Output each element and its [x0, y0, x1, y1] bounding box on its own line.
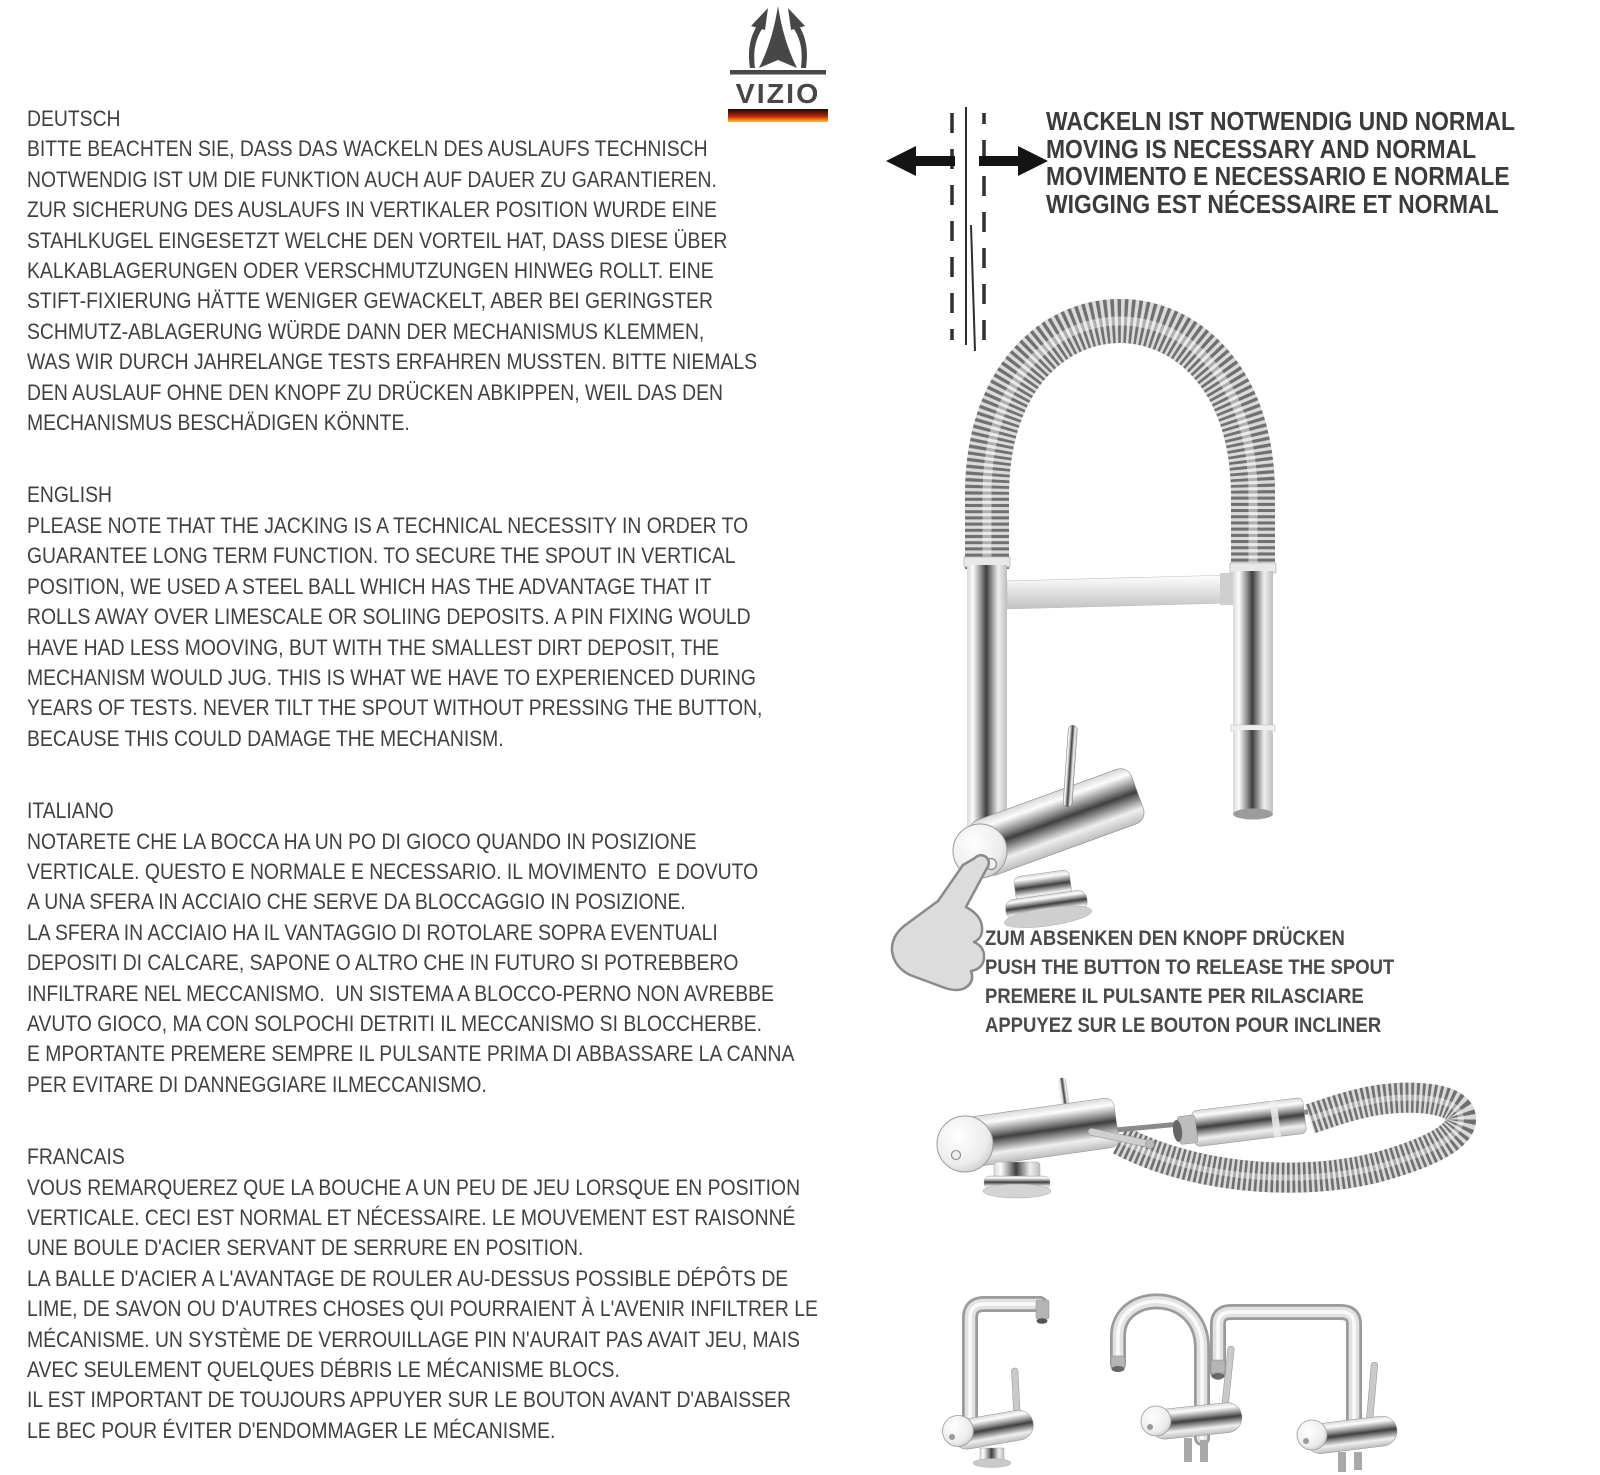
tilted-end-cap: [937, 1116, 993, 1172]
text-line: INFILTRARE NEL MECCANISMO. UN SISTEMA A BLOCCO-PERNO NON AVREBBE: [27, 980, 774, 1006]
text-line: STIFT-FIXIERUNG HÄTTE WENIGER GEWACKELT, ABER BEI GERINGSTER: [27, 288, 713, 314]
hand-press-icon: [892, 855, 989, 990]
text-line: YEARS OF TESTS. NEVER TILT THE SPOUT WITHOUT PRESSING THE BUTTON,: [27, 695, 763, 721]
text-line: MECHANISM WOULD JUG. THIS IS WHAT WE HAVE TO EXPERIENCED DURING: [27, 664, 756, 690]
text-line: NOTWENDIG IST UM DIE FUNKTION AUCH AUF DAUER ZU GARANTIEREN.: [27, 166, 717, 192]
text-line: LIME, DE SAVON OU D'AUTRES CHOSES QUI POURRAIENT À L'AVENIR INFILTRER LE: [27, 1296, 818, 1322]
wobble-note: [1046, 108, 1515, 218]
tilted-release-button: [952, 1151, 961, 1160]
spout-sleeve: [1171, 1097, 1307, 1149]
text-line: SCHMUTZ-ABLAGERUNG WÜRDE DANN DER MECHANISMUS KLEMMEN,: [27, 318, 705, 344]
text-line: VERTICALE. CECI EST NORMAL ET NÉCESSAIRE. LE MOUVEMENT EST RAISONNÉ: [27, 1205, 796, 1230]
text-line: DEN AUSLAUF OHNE DEN KNOPF ZU DRÜCKEN ABKIPPEN, WEIL DAS DEN: [27, 379, 724, 405]
text-line: PREMERE IL PULSANTE PER RILASCIARE: [985, 984, 1364, 1008]
spout-tube: [1230, 563, 1276, 820]
text-line: VERTICALE. QUESTO E NORMALE E NECESSARIO. IL MOVIMENTO E DOVUTO: [27, 858, 759, 884]
support-bar-joint: [1220, 573, 1234, 605]
text-line: MÉCANISME. UN SYSTÈME DE VERROUILLAGE PIN N'AURAIT PAS AVAIT JEU, MAIS: [27, 1326, 800, 1352]
text-line: WIGGING EST NÉCESSAIRE ET NORMAL: [1046, 188, 1499, 219]
push-button-note: [985, 924, 1394, 1040]
text-line: APPUYEZ SUR LE BOUTON POUR INCLINER: [985, 1013, 1382, 1037]
text-line: NOTARETE CHE LA BOCCA HA UN PO DI GIOCO QUANDO IN POSIZIONE: [27, 828, 697, 854]
logo-trident-icon: [728, 6, 828, 80]
variant-l-spout: [943, 1300, 1050, 1468]
variant-square-arch: [1211, 1312, 1399, 1472]
text-line: PER EVITARE DI DANNEGGIARE ILMECCANISMO.: [27, 1071, 487, 1097]
text-line: BITTE BEACHTEN SIE, DASS DAS WACKELN DES AUSLAUFS TECHNISCH: [27, 136, 708, 162]
section-italiano: [27, 796, 818, 1100]
section-heading: DEUTSCH: [27, 106, 121, 131]
spring-hose-arch: [987, 321, 1253, 571]
text-line: AVUTO GIOCO, MA CON SOLPOCHI DETRITI IL MECCANISMO SI BLOCCHERBE.: [27, 1010, 763, 1036]
text-line: MOVING IS NECESSARY AND NORMAL: [1046, 133, 1477, 164]
text-line: KALKABLAGERUNGEN ODER VERSCHMUTZUNGEN HINWEG ROLLT. EINE: [27, 258, 714, 284]
section-deutsch: [27, 104, 818, 438]
text-line: VOUS REMARQUEREZ QUE LA BOUCHE A UN PEU DE JEU LORSQUE EN POSITION: [27, 1174, 801, 1200]
text-line: LE BEC POUR ÉVITER D'ENDOMMAGER LE MÉCANISME.: [27, 1417, 556, 1443]
text-line: LA SFERA IN ACCIAIO HA IL VANTAGGIO DI ROTOLARE SOPRA EVENTUALI: [27, 919, 718, 945]
support-bar: [1007, 575, 1232, 609]
text-line: HAVE HAD LESS MOOVING, BUT WITH THE SMALLEST DIRT DEPOSIT, THE: [27, 634, 720, 660]
faucet-variants-figure: [900, 1270, 1600, 1475]
text-line: MOVIMENTO E NECESSARIO E NORMALE: [1046, 161, 1510, 191]
text-line: PLEASE NOTE THAT THE JACKING IS A TECHNICAL NECESSITY IN ORDER TO: [27, 512, 749, 538]
text-line: POSITION, WE USED A STEEL BALL WHICH HAS THE ADVANTAGE THAT IT: [27, 573, 712, 599]
instructions-column: [27, 104, 947, 1475]
text-line: AVEC SEULEMENT QUELQUES DÉBRIS LE MÉCANISME BLOCS.: [27, 1357, 620, 1383]
text-line: STAHLKUGEL EINGESETZT WELCHE DEN VORTEIL HAT, DASS DIESE ÜBER: [27, 227, 728, 253]
text-line: IL EST IMPORTANT DE TOUJOURS APPUYER SUR LE BOUTON AVANT D'ABAISSER: [27, 1387, 791, 1413]
text-line: WACKELN IST NOTWENDIG UND NORMAL: [1046, 106, 1516, 136]
text-line: DEPOSITI DI CALCARE, SAPONE O ALTRO CHE IN FUTURO SI POTREBBERO: [27, 950, 739, 976]
text-line: PUSH THE BUTTON TO RELEASE THE SPOUT: [985, 955, 1395, 979]
left-riser-tube: [967, 565, 1007, 827]
text-line: MECHANISMUS BESCHÄDIGEN KÖNNTE.: [27, 410, 410, 436]
faucet-base: [998, 867, 1093, 932]
spout-nozzle-tip: [1233, 809, 1273, 820]
text-line: GUARANTEE LONG TERM FUNCTION. TO SECURE THE SPOUT IN VERTICAL: [27, 543, 736, 569]
section-heading: FRANCAIS: [27, 1144, 125, 1170]
text-line: E MPORTANTE PREMERE SEMPRE IL PULSANTE PRIMA DI ABBASSARE LA CANNA: [27, 1041, 795, 1067]
text-line: LA BALLE D'ACIER A L'AVANTAGE DE ROULER AU-DESSUS POSSIBLE DÉPÔTS DE: [27, 1265, 789, 1291]
text-line: WAS WIR DURCH JAHRELANGE TESTS ERFAHREN MUSSTEN. BITTE NIEMALS: [27, 349, 758, 375]
tilted-faucet-figure: [920, 1060, 1500, 1280]
text-line: A UNA SFERA IN ACCIAIO CHE SERVE DA BLOCCAGGIO IN POSIZIONE.: [27, 889, 686, 915]
text-line: UNE BOULE D'ACIER SERVANT DE SERRURE EN POSITION.: [27, 1235, 584, 1261]
text-line: ROLLS AWAY OVER LIMESCALE OR SOLIING DEPOSITS. A PIN FIXING WOULD: [27, 604, 751, 630]
section-heading: ENGLISH: [27, 482, 112, 508]
tilted-base: [983, 1162, 1051, 1198]
text-line: ZUR SICHERUNG DES AUSLAUFS IN VERTIKALER POSITION WURDE EINE: [27, 197, 717, 223]
main-faucet-figure: [880, 95, 1520, 1045]
text-line: BECAUSE THIS COULD DAMAGE THE MECHANISM.: [27, 725, 504, 751]
logo-brand-text: VIZIO: [735, 78, 821, 109]
wobble-arrows-icon: [886, 107, 1048, 351]
section-heading: ITALIANO: [27, 798, 114, 824]
section-english: [27, 480, 818, 754]
text-line: ZUM ABSENKEN DEN KNOPF DRÜCKEN: [985, 926, 1345, 950]
section-francais: [27, 1142, 818, 1446]
